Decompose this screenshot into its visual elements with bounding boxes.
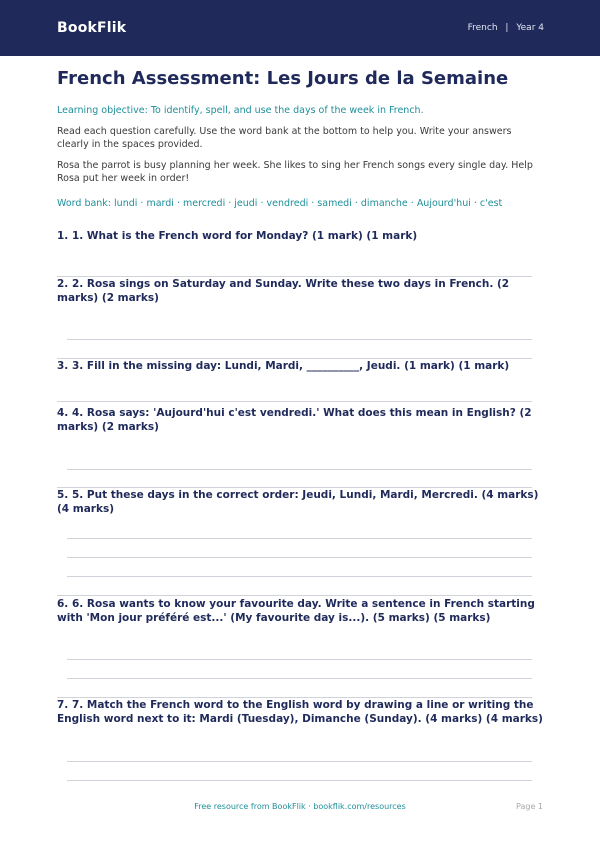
subject-year-label xyxy=(468,23,544,33)
year-label: Year 4 xyxy=(516,23,544,33)
learning-objective: Learning objective: To identify, spell, and use the days of the week in French. xyxy=(57,105,424,116)
answer-line[interactable] xyxy=(67,678,532,679)
answer-line[interactable] xyxy=(67,538,532,539)
footer-credit[interactable]: Free resource from BookFlik · bookflik.com/resources xyxy=(194,802,406,811)
answer-line[interactable] xyxy=(67,780,532,781)
question-6: 6. 6. Rosa wants to know your favourite day. Write a sentence in French starting with 'Mon jour préféré est...' (My favourite day is...). (5 marks) (5 marks) xyxy=(57,598,535,624)
subject-label: French xyxy=(467,23,498,33)
word-bank: Word bank: lundi · mardi · mercredi · jeudi · vendredi · samedi · dimanche · Aujourd'hui · c'est xyxy=(57,198,503,209)
question-1: 1. 1. What is the French word for Monday? (1 mark) (1 mark) xyxy=(57,230,418,242)
separator-rule xyxy=(57,401,532,402)
answer-line[interactable] xyxy=(67,557,532,558)
worksheet-intro xyxy=(0,68,600,210)
meta-separator: | xyxy=(505,23,509,33)
answer-line[interactable] xyxy=(67,761,532,762)
answer-line[interactable] xyxy=(67,469,532,470)
header-bar xyxy=(0,0,600,56)
question-2: 2. 2. Rosa sings on Saturday and Sunday. Write these two days in French. (2 marks) (2 marks) xyxy=(57,278,510,304)
question-5: 5. 5. Put these days in the correct order: Jeudi, Lundi, Mardi, Mercredi. (4 marks) (4 marks) xyxy=(57,489,539,515)
story-text: Rosa the parrot is busy planning her week. She likes to sing her French songs every single day. Help Rosa put her week in order! xyxy=(57,160,533,184)
question-7: 7. 7. Match the French word to the English word by drawing a line or writing the English word next to it: Mardi (Tuesday), Dimanche (Sunday). (4 marks) (4 marks) xyxy=(57,699,543,725)
brand-logo[interactable]: BookFlik xyxy=(57,20,127,36)
question-4: 4. 4. Rosa says: 'Aujourd'hui c'est vendredi.' What does this mean in English? (2 marks) (2 marks) xyxy=(57,407,532,433)
answer-line[interactable] xyxy=(67,659,532,660)
separator-rule xyxy=(57,595,532,596)
instructions-text: Read each question carefully. Use the word bank at the bottom to help you. Write your answers clearly in the spaces provided. xyxy=(57,126,512,150)
answer-line[interactable] xyxy=(67,339,532,340)
page-number: Page 1 xyxy=(516,802,543,811)
page-title: French Assessment: Les Jours de la Semaine xyxy=(57,68,509,89)
answer-line[interactable] xyxy=(67,576,532,577)
question-3: 3. 3. Fill in the missing day: Lundi, Mardi, __________, Jeudi. (1 mark) (1 mark) xyxy=(57,360,510,372)
